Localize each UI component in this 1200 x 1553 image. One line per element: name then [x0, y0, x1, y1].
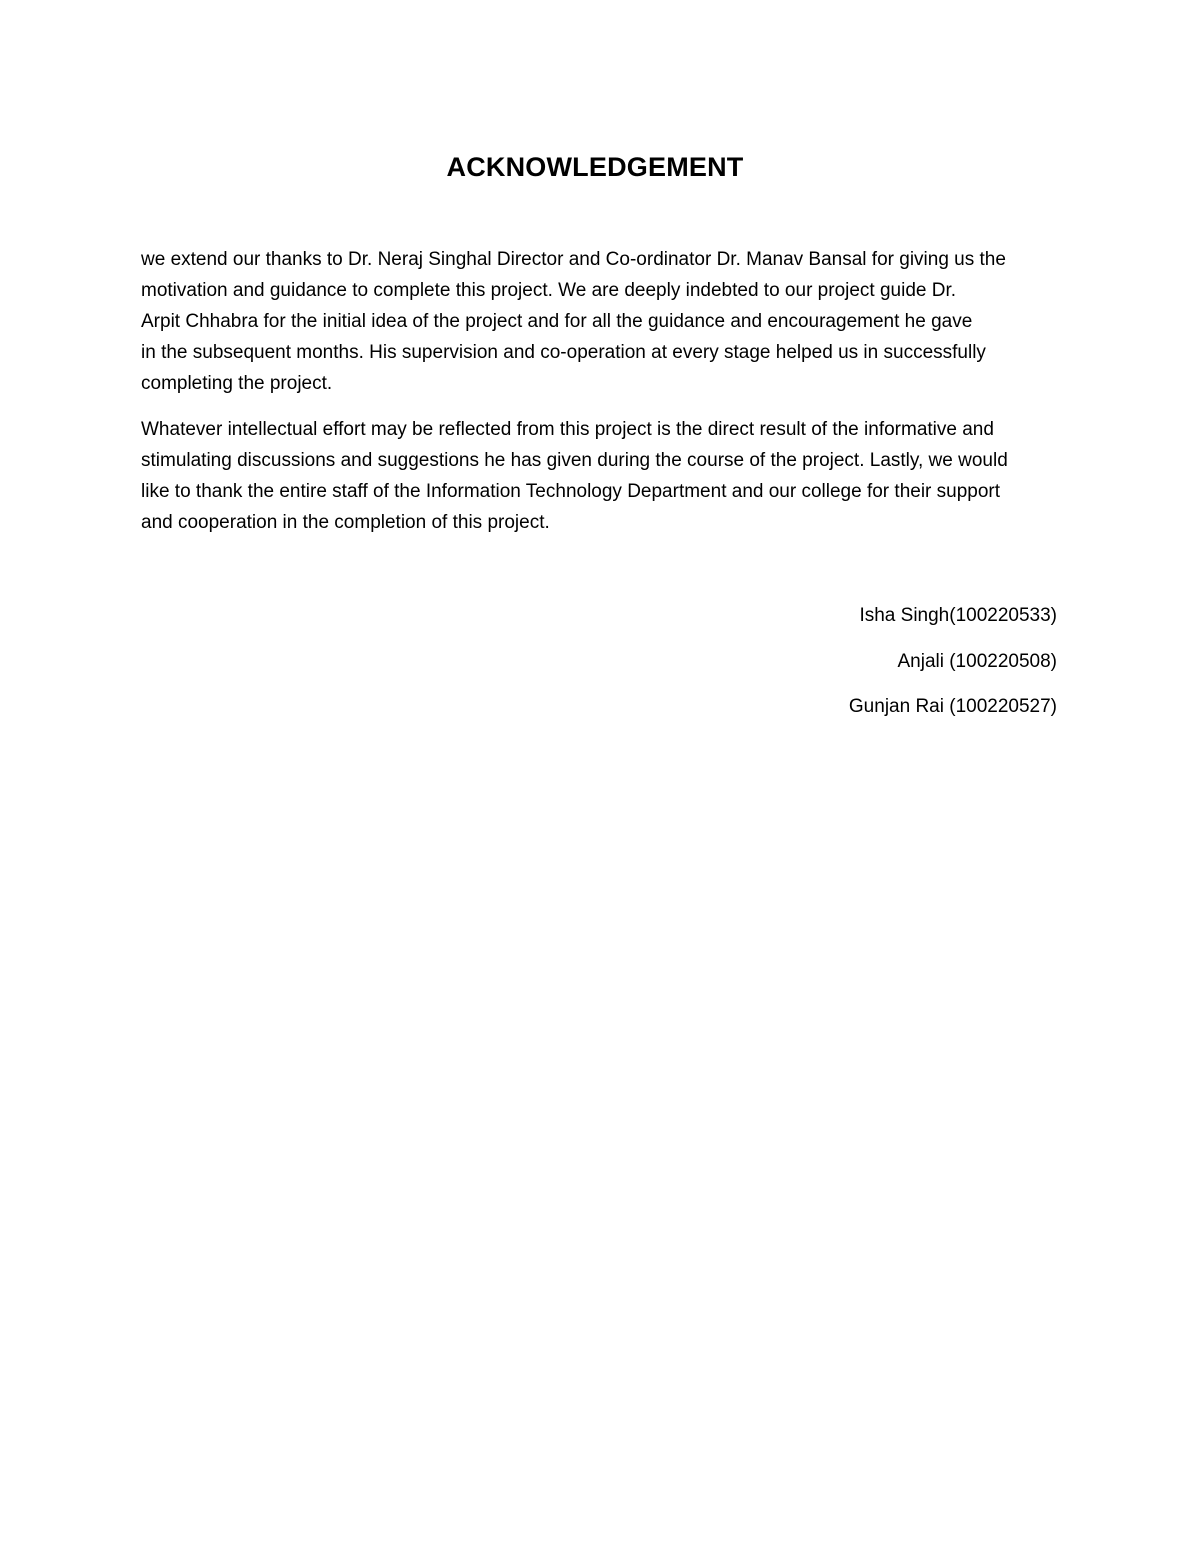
- paragraph-line: completing the project.: [141, 373, 333, 394]
- paragraph-effort: [141, 414, 1061, 538]
- paragraph-line: and cooperation in the completion of this project.: [141, 512, 550, 533]
- paragraph-thanks: [141, 244, 1061, 399]
- paragraph-line: in the subsequent months. His supervision and co-operation at every stage helped us in successfully: [141, 342, 986, 363]
- signature-name: Gunjan Rai (100220527): [848, 696, 1057, 717]
- signature-name: Anjali (100220508): [897, 650, 1057, 672]
- paragraph-line: Arpit Chhabra for the initial idea of the project and for all the guidance and encouragement he gave: [141, 311, 973, 332]
- signature-block: [849, 600, 1057, 737]
- paragraph-line: we extend our thanks to Dr. Neraj Singhal Director and Co-ordinator Dr. Manav Bansal for giving us the: [141, 249, 1006, 270]
- signature-name: Isha Singh(100220533): [859, 605, 1057, 626]
- paragraph-line: Whatever intellectual effort may be reflected from this project is the direct result of the informative and: [141, 419, 994, 440]
- paragraph-line: motivation and guidance to complete this project. We are deeply indebted to our project guide Dr.: [141, 280, 957, 301]
- paragraph-line: stimulating discussions and suggestions he has given during the course of the project. Lastly, we would: [141, 450, 1008, 471]
- paragraph-line: like to thank the entire staff of the Information Technology Department and our college for their support: [141, 481, 1001, 502]
- page-title: ACKNOWLEDGEMENT: [446, 152, 744, 182]
